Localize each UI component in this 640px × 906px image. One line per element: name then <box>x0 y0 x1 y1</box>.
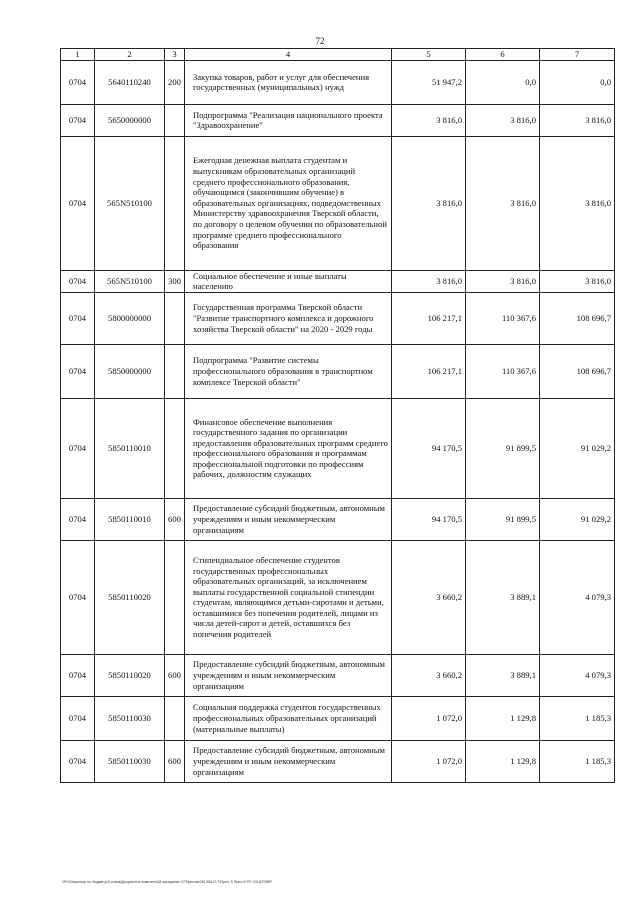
cell-expense-type <box>165 344 185 398</box>
cell-expense-type <box>165 292 185 344</box>
cell-value-3: 0,0 <box>540 60 615 104</box>
cell-value-3: 108 696,7 <box>540 292 615 344</box>
cell-expense-type: 300 <box>165 270 185 292</box>
cell-section: 0704 <box>61 136 95 270</box>
cell-expense-type <box>165 104 185 136</box>
cell-name: Социальное обеспечение и иные выплаты населению <box>185 270 392 292</box>
cell-section: 0704 <box>61 270 95 292</box>
column-header: 3 <box>165 49 185 61</box>
column-header: 6 <box>466 49 540 61</box>
cell-value-1: 1 072,0 <box>392 740 466 782</box>
cell-section: 0704 <box>61 654 95 696</box>
cell-value-2: 0,0 <box>466 60 540 104</box>
cell-section: 0704 <box>61 60 95 104</box>
cell-target-code: 565N510100 <box>95 136 165 270</box>
cell-target-code: 5650000000 <box>95 104 165 136</box>
cell-value-2: 3 889,1 <box>466 654 540 696</box>
cell-target-code: 5850110030 <box>95 740 165 782</box>
cell-value-2: 91 899,5 <box>466 398 540 498</box>
cell-value-3: 91 029,2 <box>540 398 615 498</box>
cell-target-code: 5850110020 <box>95 540 165 654</box>
cell-target-code: 5640110240 <box>95 60 165 104</box>
cell-section: 0704 <box>61 398 95 498</box>
cell-name: Предоставление субсидий бюджетным, автономным учреждениям и иным некоммерческим организациям <box>185 654 392 696</box>
cell-name: Предоставление субсидий бюджетным, автономным учреждениям и иным некоммерческим организациям <box>185 498 392 540</box>
cell-value-1: 3 816,0 <box>392 136 466 270</box>
table-row <box>61 540 615 654</box>
cell-section: 0704 <box>61 498 95 540</box>
table-row <box>61 740 615 782</box>
table-row <box>61 696 615 740</box>
cell-value-2: 110 367,6 <box>466 292 540 344</box>
cell-value-3: 3 816,0 <box>540 104 615 136</box>
cell-value-2: 3 816,0 <box>466 270 540 292</box>
cell-name: Закупка товаров, работ и услуг для обеспечения государственных (муниципальных) нужд <box>185 60 392 104</box>
table-row <box>61 498 615 540</box>
cell-expense-type <box>165 696 185 740</box>
column-header: 1 <box>61 49 95 61</box>
cell-name: Государственная программа Тверской области "Развитие транспортного комплекса и дорожного хозяйства Тверской области" на 2020 - 2029 годы <box>185 292 392 344</box>
cell-value-2: 3 816,0 <box>466 136 540 270</box>
cell-name: Ежегодная денежная выплата студентам и выпускникам образовательных организаций среднего профессионального образования, обучающимся (закончившим обучение) в образовательных организациях, подведомственных Министерству здравоохранения Тверской области, по договору о целевом обучении по образовательной программе среднего профессионального образования <box>185 136 392 270</box>
table-row <box>61 104 615 136</box>
cell-name: Социальная поддержка студентов государственных профессиональных образовательных организаций (материальные выплаты) <box>185 696 392 740</box>
cell-expense-type: 200 <box>165 60 185 104</box>
cell-name: Стипендиальное обеспечение студентов государственных профессиональных образовательных организаций, за исключением выплаты государственной социальной стипендии студентам, являющимся детьми-сиротами и детьми, оставшимися без попечения родителей, лицами из числа детей-сирот и детей, оставшихся без попечения родителей <box>185 540 392 654</box>
cell-name: Финансовое обеспечение выполнения государственного задания по организации предоставления образовательных программ среднего профессионального образования и программам профессиональной подготовки по профессиям рабочих, должностям служащих <box>185 398 392 498</box>
cell-value-3: 3 816,0 <box>540 136 615 270</box>
cell-value-3: 1 185,3 <box>540 696 615 740</box>
cell-name: Предоставление субсидий бюджетным, автономным учреждениям и иным некоммерческим организациям <box>185 740 392 782</box>
cell-value-1: 94 170,5 <box>392 498 466 540</box>
cell-target-code: 5800000000 <box>95 292 165 344</box>
cell-value-2: 1 129,8 <box>466 740 540 782</box>
table-row <box>61 270 615 292</box>
cell-value-1: 3 816,0 <box>392 270 466 292</box>
budget-table <box>60 48 615 783</box>
cell-value-1: 106 217,1 <box>392 344 466 398</box>
header-row <box>61 49 615 61</box>
cell-value-2: 91 899,5 <box>466 498 540 540</box>
column-header: 4 <box>185 49 392 61</box>
cell-target-code: 5850110030 <box>95 696 165 740</box>
column-header: 7 <box>540 49 615 61</box>
cell-target-code: 565N510100 <box>95 270 165 292</box>
cell-value-2: 1 129,8 <box>466 696 540 740</box>
table-row <box>61 292 615 344</box>
cell-target-code: 5850110020 <box>95 654 165 696</box>
cell-section: 0704 <box>61 344 95 398</box>
cell-expense-type <box>165 136 185 270</box>
page-number: 72 <box>315 36 325 46</box>
cell-expense-type: 600 <box>165 740 185 782</box>
table-row <box>61 136 615 270</box>
column-header: 5 <box>392 49 466 61</box>
cell-expense-type: 600 <box>165 498 185 540</box>
cell-value-1: 3 660,2 <box>392 540 466 654</box>
cell-value-3: 108 696,7 <box>540 344 615 398</box>
cell-value-1: 3 660,2 <box>392 654 466 696</box>
cell-value-2: 3 816,0 <box>466 104 540 136</box>
cell-section: 0704 <box>61 740 95 782</box>
cell-expense-type: 600 <box>165 654 185 696</box>
cell-expense-type <box>165 540 185 654</box>
cell-value-1: 3 816,0 <box>392 104 466 136</box>
cell-section: 0704 <box>61 292 95 344</box>
footer-file-path: \\Pr0\Законопр по бюджету\3 созыв\Документы комитета\28 заседание 07\Прилож\28) 508-П-7\Прил. 5 Прил 8 РП, ЮЦСР,КВР <box>62 880 272 884</box>
cell-target-code: 5850110010 <box>95 398 165 498</box>
cell-value-2: 110 367,6 <box>466 344 540 398</box>
cell-section: 0704 <box>61 540 95 654</box>
table-row <box>61 60 615 104</box>
cell-name: Подпрограмма "Реализация национального проекта "Здравоохранение" <box>185 104 392 136</box>
cell-name: Подпрограмма "Развитие системы профессионального образования в транспортном комплексе Тверской области" <box>185 344 392 398</box>
table-row <box>61 344 615 398</box>
cell-expense-type <box>165 398 185 498</box>
cell-value-3: 1 185,3 <box>540 740 615 782</box>
cell-value-3: 91 029,2 <box>540 498 615 540</box>
cell-value-2: 3 889,1 <box>466 540 540 654</box>
cell-section: 0704 <box>61 696 95 740</box>
cell-section: 0704 <box>61 104 95 136</box>
cell-value-1: 51 947,2 <box>392 60 466 104</box>
cell-value-1: 1 072,0 <box>392 696 466 740</box>
cell-value-3: 3 816,0 <box>540 270 615 292</box>
table-row <box>61 654 615 696</box>
cell-target-code: 5850000000 <box>95 344 165 398</box>
cell-value-3: 4 079,3 <box>540 540 615 654</box>
cell-value-3: 4 079,3 <box>540 654 615 696</box>
column-header: 2 <box>95 49 165 61</box>
cell-value-1: 106 217,1 <box>392 292 466 344</box>
cell-target-code: 5850110010 <box>95 498 165 540</box>
cell-value-1: 94 170,5 <box>392 398 466 498</box>
table-row <box>61 398 615 498</box>
